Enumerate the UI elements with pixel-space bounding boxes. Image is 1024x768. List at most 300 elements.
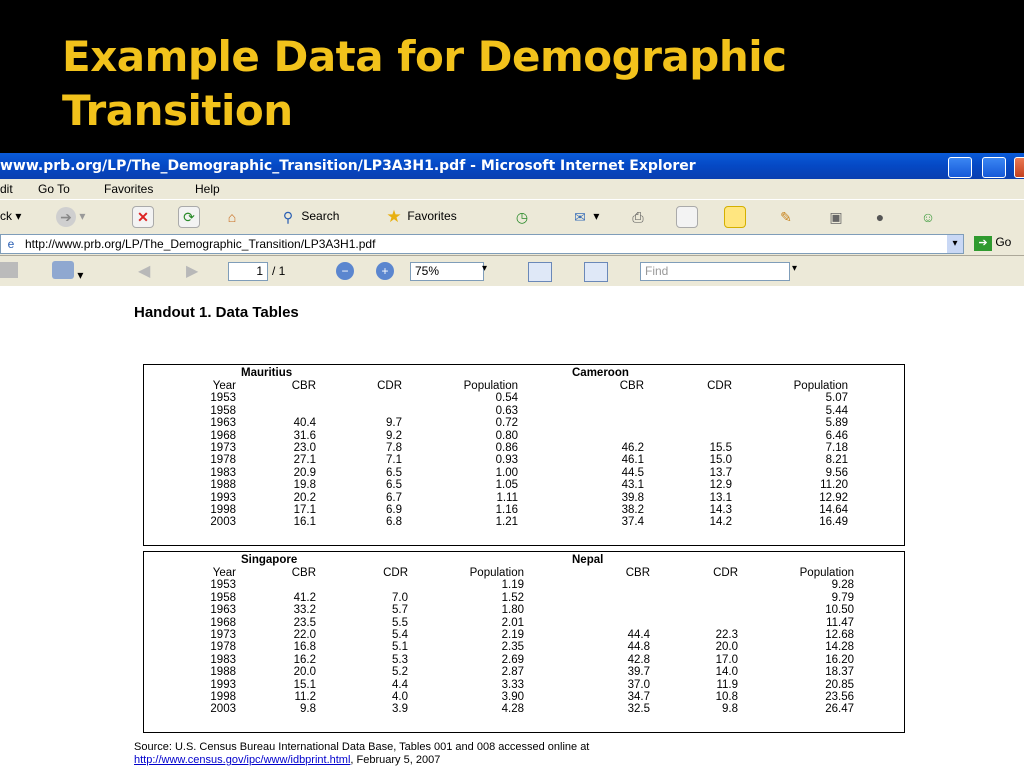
table-row — [198, 516, 518, 528]
column-header: Population — [463, 380, 518, 392]
table-row — [198, 617, 524, 629]
table-row — [198, 430, 518, 442]
column-header: Population — [799, 567, 854, 579]
table-cell: 11.47 — [826, 616, 854, 629]
table-cell: 1.00 — [495, 466, 518, 479]
table-row — [198, 454, 518, 466]
table-cell: 9.2 — [386, 429, 402, 442]
column-header: CBR — [619, 380, 644, 392]
close-button[interactable] — [1014, 157, 1024, 178]
table-cell: 1953 — [210, 579, 236, 592]
table-cell: 10.50 — [825, 604, 854, 617]
table-cell: 3.90 — [501, 691, 524, 704]
table-cell: 5.44 — [825, 404, 848, 417]
table-cell: 9.56 — [825, 466, 848, 479]
table-cell: 1958 — [210, 404, 236, 417]
page-number-input[interactable]: 1 — [228, 262, 268, 281]
search-icon: ⚲ — [282, 208, 294, 225]
table-cell: 26.47 — [825, 703, 854, 716]
table-header-row — [198, 380, 518, 392]
table-cell: 1.80 — [501, 604, 524, 617]
country-table-mauritius — [198, 380, 518, 529]
table-cell: 9.8 — [300, 703, 316, 716]
table-row — [198, 703, 524, 715]
table-cell: 16.20 — [825, 653, 854, 666]
data-table-box-2 — [143, 551, 905, 733]
table-cell: 41.2 — [293, 591, 316, 604]
window-title: www.prb.org/LP/The_Demographic_Transition/LP3A3H1.pdf - Microsoft Internet Explorer — [0, 158, 696, 174]
table-cell: 22.0 — [293, 629, 316, 642]
column-header: CBR — [625, 567, 650, 579]
stop-icon: ✕ — [132, 206, 154, 228]
table-cell: 40.4 — [293, 417, 316, 430]
table-cell — [644, 392, 732, 404]
table-cell: 4.0 — [392, 691, 408, 704]
print-icon: ⎙ — [632, 208, 644, 225]
prev-page-button[interactable]: ◀ — [138, 263, 151, 280]
table-cell — [604, 579, 650, 591]
column-header: CDR — [713, 567, 738, 579]
table-cell: 11.2 — [294, 691, 316, 704]
table-cell — [644, 417, 732, 429]
home-button[interactable] — [222, 205, 242, 227]
country-table-nepal — [604, 567, 854, 716]
table-cell: 1993 — [210, 491, 236, 504]
table-cell: 14.0 — [715, 666, 738, 679]
printer-icon — [52, 261, 74, 279]
table-cell: 32.5 — [627, 703, 650, 716]
stop-button[interactable] — [132, 205, 154, 227]
page-icon: e — [7, 237, 15, 251]
address-input[interactable] — [0, 234, 964, 254]
table-cell — [644, 430, 732, 442]
column-header: CBR — [291, 567, 316, 579]
table-cell — [604, 405, 644, 417]
table-row — [604, 629, 854, 641]
table-cell — [236, 579, 316, 591]
home-icon: ⌂ — [227, 208, 237, 225]
table-cell: 1998 — [210, 691, 236, 704]
table-cell: 0.93 — [495, 454, 518, 467]
table-cell: 1983 — [210, 653, 236, 666]
refresh-icon: ⟳ — [178, 206, 200, 228]
find-dropdown-icon[interactable]: ▾ — [792, 263, 798, 274]
table-row — [604, 454, 848, 466]
table-row — [604, 592, 854, 604]
table-row — [198, 641, 524, 653]
source-link[interactable]: http://www.census.gov/ipc/www/idbprint.html — [134, 754, 351, 766]
table-cell: 42.8 — [627, 653, 650, 666]
column-header: CDR — [377, 380, 402, 392]
table-cell: 46.2 — [621, 442, 644, 455]
table-cell — [650, 617, 738, 629]
find-input[interactable]: Find — [640, 262, 790, 281]
table-cell: 46.1 — [621, 454, 644, 467]
table-cell: 14.28 — [825, 641, 854, 654]
table-cell: 5.4 — [392, 629, 408, 642]
note-icon — [724, 206, 746, 228]
table-row — [604, 442, 848, 454]
column-header: CDR — [383, 567, 408, 579]
table-cell: 5.07 — [825, 392, 848, 405]
zoom-in-button[interactable]: + — [376, 262, 394, 280]
table-cell: 1.19 — [501, 579, 524, 592]
table-cell: 1958 — [210, 591, 236, 604]
table-row — [198, 405, 518, 417]
table-cell: 7.18 — [825, 442, 848, 455]
table-cell: 1993 — [210, 678, 236, 691]
table-cell: 2.87 — [501, 666, 524, 679]
table-cell: 0.54 — [495, 392, 518, 405]
table-cell: 8.21 — [825, 454, 848, 467]
table-cell: 5.1 — [392, 641, 408, 654]
country-name: Singapore — [241, 554, 298, 566]
go-label: Go — [995, 235, 1012, 249]
table-cell: 9.79 — [831, 591, 854, 604]
favorites-star-icon: ★ — [386, 206, 402, 226]
table-cell: 34.7 — [627, 691, 650, 704]
edit-icon — [676, 206, 698, 228]
table-cell: 18.37 — [825, 666, 854, 679]
table-cell: 1.11 — [496, 491, 518, 504]
table-cell — [650, 592, 738, 604]
table-cell: 7.0 — [392, 591, 408, 604]
address-url: http://www.prb.org/LP/The_Demographic_Transition/LP3A3H1.pdf — [25, 237, 376, 251]
table-row — [604, 617, 854, 629]
table-cell: 13.1 — [709, 491, 732, 504]
table-cell: 1978 — [210, 641, 236, 654]
search-button[interactable] — [278, 205, 339, 227]
pdf-toolbar — [0, 256, 1024, 287]
address-bar — [0, 233, 1024, 256]
table-cell — [604, 592, 650, 604]
table-cell — [604, 392, 644, 404]
maximize-button[interactable] — [982, 157, 1006, 178]
table-cell: 17.0 — [715, 653, 738, 666]
table-cell: 23.5 — [293, 616, 316, 629]
table-cell: 1973 — [210, 442, 236, 455]
table-cell — [604, 417, 644, 429]
column-header: Year — [212, 567, 236, 579]
table-cell: 15.0 — [709, 454, 732, 467]
table-cell: 39.7 — [627, 666, 650, 679]
table-cell: 6.46 — [825, 429, 848, 442]
table-cell: 33.2 — [293, 604, 316, 617]
country-name: Mauritius — [241, 367, 293, 379]
table-row — [198, 504, 518, 516]
speech-icon: ● — [875, 208, 885, 225]
window-titlebar — [0, 153, 1024, 179]
table-cell: 14.64 — [819, 504, 848, 517]
menu-item-goto[interactable]: Go To — [38, 182, 70, 196]
mail-button[interactable]: ✉ ▾ — [570, 205, 599, 227]
table-cell: 19.8 — [293, 479, 316, 492]
table-cell: 9.7 — [386, 417, 402, 430]
table-cell: 37.0 — [627, 678, 650, 691]
table-cell: 20.2 — [293, 491, 316, 504]
zoom-select[interactable]: 75% — [410, 262, 484, 281]
country-name: Nepal — [572, 554, 604, 566]
table-cell: 4.28 — [501, 703, 524, 716]
forward-button[interactable]: ➔ ▾ — [56, 205, 85, 227]
media-button[interactable] — [826, 205, 846, 227]
menu-item-edit[interactable]: dit — [0, 182, 13, 196]
ie-toolbar — [0, 199, 1024, 235]
history-icon: ◷ — [515, 208, 529, 225]
menu-item-favorites[interactable]: Favorites — [104, 182, 154, 196]
table-cell: 22.3 — [715, 629, 738, 642]
table-cell: 20.85 — [825, 678, 854, 691]
menu-item-help[interactable]: Help — [195, 182, 220, 196]
table-header-row — [604, 567, 854, 579]
table-cell: 15.5 — [709, 442, 732, 455]
table-cell: 7.8 — [386, 442, 402, 455]
table-row — [198, 592, 524, 604]
table-cell: 44.4 — [627, 629, 650, 642]
table-cell: 14.2 — [709, 516, 732, 529]
table-cell: 1.05 — [495, 479, 518, 492]
table-row — [604, 516, 848, 528]
browser-window — [0, 153, 1024, 768]
table-cell: 16.2 — [293, 653, 316, 666]
table-cell — [650, 604, 738, 616]
table-cell: 12.92 — [819, 491, 848, 504]
table-cell: 5.2 — [392, 666, 408, 679]
table-cell: 7.1 — [386, 454, 402, 467]
table-cell: 2.01 — [501, 616, 524, 629]
table-row — [604, 479, 848, 491]
table-cell: 14.3 — [709, 504, 732, 517]
next-page-button[interactable]: ▶ — [186, 263, 199, 280]
table-cell: 1.16 — [495, 504, 518, 517]
edit-button[interactable] — [676, 205, 698, 227]
table-cell: 5.7 — [392, 604, 408, 617]
table-cell: 12.68 — [825, 629, 854, 642]
table-row — [604, 430, 848, 442]
table-cell — [604, 430, 644, 442]
table-row — [198, 467, 518, 479]
table-cell: 1973 — [210, 629, 236, 642]
table-row — [604, 492, 848, 504]
table-cell — [236, 392, 316, 404]
messenger-button[interactable] — [870, 205, 890, 227]
table-cell: 44.5 — [621, 466, 644, 479]
table-row — [198, 579, 524, 591]
table-row — [198, 479, 518, 491]
go-button[interactable] — [974, 235, 1011, 251]
source-line-2 — [134, 754, 934, 767]
slide-title-line1: Example Data for Demographic — [62, 32, 787, 81]
source-note — [134, 741, 934, 767]
table-cell: 0.80 — [495, 429, 518, 442]
table-row — [604, 604, 854, 616]
back-button[interactable]: ck ▾ — [0, 209, 22, 223]
column-header: Population — [469, 567, 524, 579]
table-header-row — [198, 567, 524, 579]
table-cell: 2.19 — [501, 629, 524, 642]
table-row — [604, 405, 848, 417]
table-cell: 3.33 — [501, 678, 524, 691]
table-cell: 20.9 — [293, 466, 316, 479]
menu-bar — [0, 179, 1024, 199]
table-row — [604, 504, 848, 516]
column-header: Year — [212, 380, 236, 392]
table-cell: 2003 — [210, 516, 236, 529]
table-cell: 0.86 — [495, 442, 518, 455]
table-cell: 1988 — [210, 479, 236, 492]
table-cell: 11.20 — [820, 479, 848, 492]
table-cell — [604, 617, 650, 629]
favorites-label: Favorites — [407, 209, 457, 223]
forward-icon: ➔ — [56, 207, 76, 227]
minimize-button[interactable] — [948, 157, 972, 178]
table-cell — [316, 392, 402, 404]
table-cell: 17.1 — [293, 504, 316, 517]
table-cell: 39.8 — [621, 491, 644, 504]
refresh-button[interactable] — [178, 205, 200, 227]
table-cell: 1983 — [210, 466, 236, 479]
media-icon: ▣ — [829, 208, 843, 225]
contacts-icon: ☺ — [920, 208, 936, 225]
mail-icon: ✉ — [574, 208, 586, 225]
pdf-document — [0, 286, 1024, 768]
country-name: Cameroon — [572, 367, 629, 379]
table-cell: 1963 — [210, 417, 236, 430]
table-row — [604, 679, 854, 691]
column-header: CDR — [707, 380, 732, 392]
address-dropdown-icon[interactable]: ▾ — [947, 235, 963, 253]
table-row — [604, 467, 848, 479]
source-line: Source: U.S. Census Bureau International Data Base, Tables 001 and 008 accessed online at — [134, 741, 590, 753]
table-cell: 23.0 — [293, 442, 316, 455]
table-cell — [604, 604, 650, 616]
table-row — [604, 579, 854, 591]
favorites-button[interactable] — [384, 205, 457, 227]
table-row — [198, 417, 518, 429]
table-cell: 38.2 — [621, 504, 644, 517]
table-cell — [650, 579, 738, 591]
table-row — [198, 654, 524, 666]
zoom-out-button[interactable]: − — [336, 262, 354, 280]
column-header: Population — [793, 380, 848, 392]
table-cell: 6.5 — [386, 479, 402, 492]
back-label: ck — [0, 209, 12, 223]
discuss-button[interactable] — [724, 205, 746, 227]
print-button[interactable] — [628, 205, 648, 227]
table-cell: 1963 — [210, 604, 236, 617]
table-cell: 2.35 — [501, 641, 524, 654]
table-cell: 3.9 — [392, 703, 408, 716]
table-cell: 6.7 — [386, 491, 402, 504]
table-cell: 9.8 — [722, 703, 738, 716]
research-icon: ✎ — [780, 208, 792, 225]
table-cell: 0.63 — [495, 404, 518, 417]
table-cell: 2003 — [210, 703, 236, 716]
table-row — [604, 703, 854, 715]
table-cell — [644, 405, 732, 417]
table-cell — [316, 579, 408, 591]
table-cell: 16.1 — [293, 516, 316, 529]
source-date: , February 5, 2007 — [350, 754, 441, 766]
table-cell: 5.3 — [392, 653, 408, 666]
research-button[interactable] — [776, 205, 796, 227]
table-cell: 20.0 — [293, 666, 316, 679]
search-label: Search — [301, 209, 340, 223]
table-cell: 1.52 — [501, 591, 524, 604]
table-cell: 12.9 — [709, 479, 732, 492]
history-button[interactable] — [512, 205, 532, 227]
table-row — [604, 417, 848, 429]
table-cell: 15.1 — [293, 678, 316, 691]
table-cell: 23.56 — [825, 691, 854, 704]
table-row — [198, 604, 524, 616]
country-table-cameroon — [604, 380, 848, 529]
slide-title — [62, 30, 962, 138]
table-cell: 27.1 — [293, 454, 316, 467]
table-cell: 1.21 — [495, 516, 518, 529]
table-row — [198, 392, 518, 404]
slide-title-line2: Transition — [62, 86, 293, 135]
table-row — [198, 629, 524, 641]
table-cell: 6.8 — [386, 516, 402, 529]
table-row — [198, 679, 524, 691]
table-cell: 16.49 — [819, 516, 848, 529]
table-cell: 0.72 — [495, 417, 518, 430]
table-row — [604, 654, 854, 666]
table-cell: 1988 — [210, 666, 236, 679]
table-cell: 20.0 — [715, 641, 738, 654]
table-cell: 6.9 — [386, 504, 402, 517]
table-cell: 1998 — [210, 504, 236, 517]
handout-heading: Handout 1. Data Tables — [134, 304, 299, 321]
fit-width-button[interactable] — [528, 262, 552, 282]
country-table-singapore — [198, 567, 524, 716]
zoom-dropdown-icon[interactable]: ▾ — [482, 263, 488, 274]
table-cell: 1968 — [210, 616, 236, 629]
table-row — [604, 392, 848, 404]
table-cell: 2.69 — [501, 653, 524, 666]
table-row — [604, 666, 854, 678]
table-cell: 13.7 — [709, 466, 732, 479]
table-cell: 11.9 — [716, 678, 738, 691]
table-cell: 1968 — [210, 429, 236, 442]
print-pdf-button[interactable]: ▾ — [52, 261, 83, 282]
table-cell: 4.4 — [392, 678, 408, 691]
table-cell: 5.5 — [392, 616, 408, 629]
table-cell: 44.8 — [627, 641, 650, 654]
fit-page-button[interactable] — [584, 262, 608, 282]
table-row — [198, 492, 518, 504]
go-arrow-icon: ➔ — [974, 236, 992, 251]
table-cell — [236, 405, 316, 417]
table-cell: 1978 — [210, 454, 236, 467]
table-cell: 37.4 — [621, 516, 644, 529]
table-cell: 1953 — [210, 392, 236, 405]
page-total: / 1 — [272, 264, 286, 278]
table-row — [604, 641, 854, 653]
table-cell: 10.8 — [715, 691, 738, 704]
table-cell — [316, 405, 402, 417]
contacts-button[interactable] — [918, 205, 938, 227]
save-icon[interactable] — [0, 262, 18, 278]
table-row — [604, 691, 854, 703]
table-row — [198, 666, 524, 678]
table-cell: 9.28 — [831, 579, 854, 592]
table-header-row — [604, 380, 848, 392]
table-cell: 31.6 — [293, 429, 316, 442]
table-cell: 16.8 — [293, 641, 316, 654]
table-row — [198, 442, 518, 454]
